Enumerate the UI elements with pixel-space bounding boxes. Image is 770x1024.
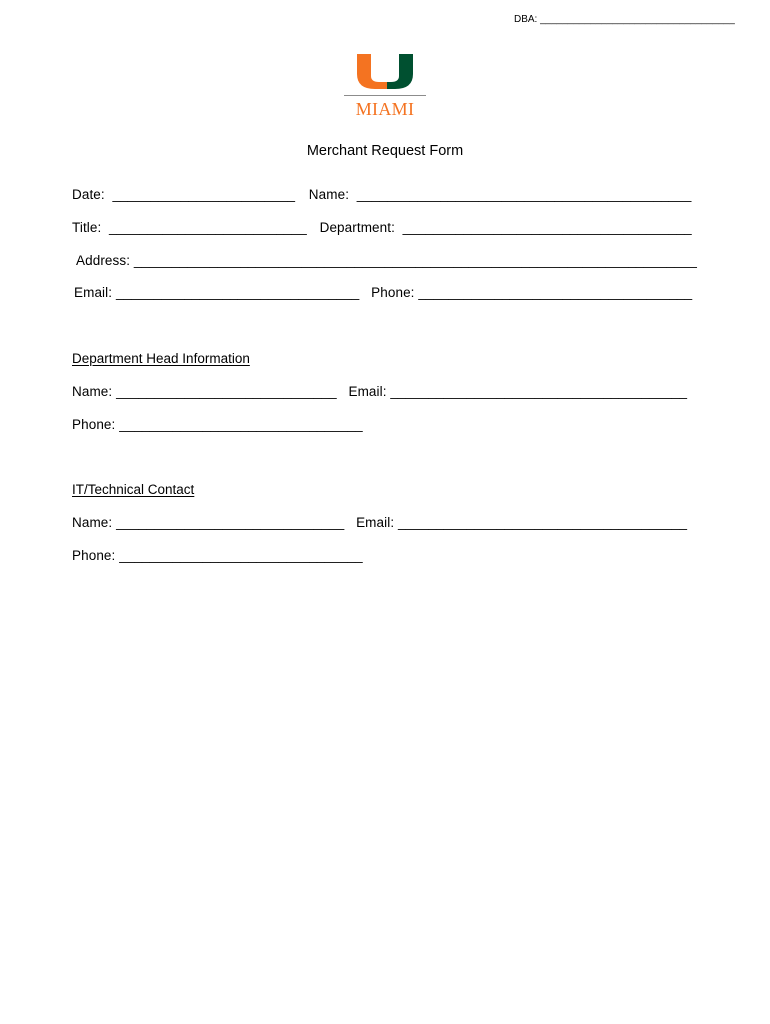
department-head-heading: Department Head Information [72, 351, 250, 366]
department-field[interactable]: Department: ______________________________________ [319, 220, 692, 235]
department-head-row-1 [72, 384, 687, 399]
requester-row-2 [72, 220, 692, 235]
logo-wordmark: MIAMI [355, 99, 415, 119]
it-contact-row-1 [72, 515, 687, 530]
it-contact-name-field[interactable]: Name: ______________________________ [72, 515, 345, 530]
dba-field[interactable]: DBA: ___________________________________ [514, 14, 735, 25]
email-field[interactable]: Email: ________________________________ [74, 285, 360, 300]
name-field[interactable]: Name: ____________________________________________ [308, 187, 692, 202]
it-contact-heading: IT/Technical Contact [72, 482, 195, 497]
phone-field[interactable]: Phone: ____________________________________ [371, 285, 693, 300]
department-head-row-2 [72, 417, 363, 432]
it-contact-email-field[interactable]: Email: ______________________________________ [356, 515, 688, 530]
logo-divider [344, 95, 426, 96]
requester-row-4 [74, 285, 692, 300]
it-contact-phone-field[interactable]: Phone: ________________________________ [72, 548, 363, 563]
address-field[interactable]: Address: __________________________________________________________________________ [76, 253, 697, 268]
form-title: Merchant Request Form [306, 143, 464, 159]
department-head-email-field[interactable]: Email: _______________________________________ [348, 384, 688, 399]
it-contact-row-2 [72, 548, 363, 563]
title-field[interactable]: Title: __________________________ [72, 220, 307, 235]
requester-row-1 [72, 187, 692, 202]
requester-row-3 [76, 253, 697, 268]
university-logo [340, 52, 430, 124]
u-logo-icon [355, 52, 415, 90]
department-head-phone-field[interactable]: Phone: ________________________________ [72, 417, 363, 432]
date-field[interactable]: Date: ________________________ [72, 187, 296, 202]
department-head-name-field[interactable]: Name: _____________________________ [72, 384, 337, 399]
